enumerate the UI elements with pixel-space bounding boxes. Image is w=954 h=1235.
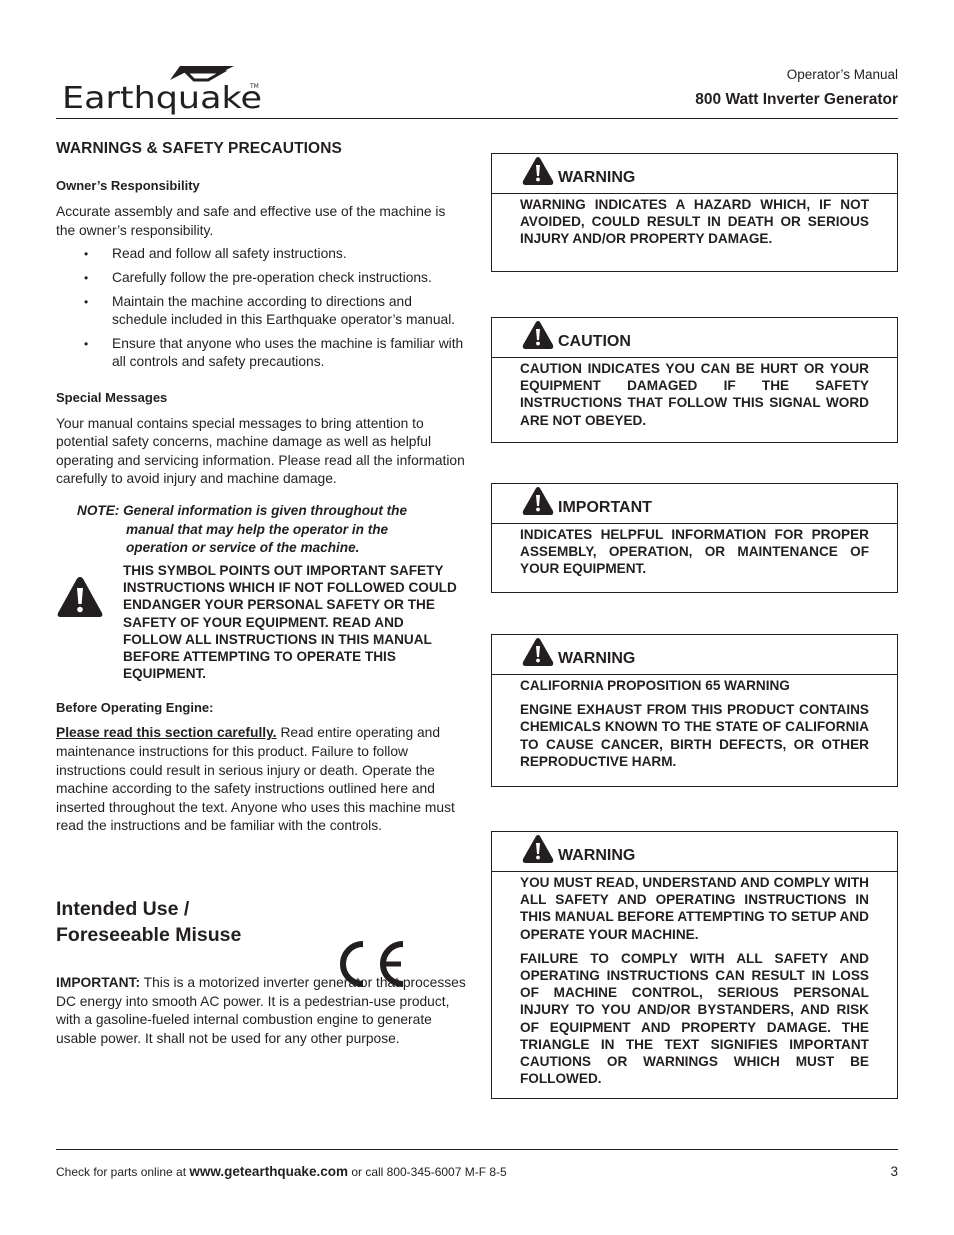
header-info <box>695 66 898 109</box>
intended-line: Foreseeable Misuse <box>56 923 242 946</box>
manual-label: Operator’s Manual <box>786 67 898 82</box>
box-body <box>492 872 897 1087</box>
box-text: WARNING INDICATES A HAZARD WHICH, IF NOT AVOIDED, COULD RESULT IN DEATH OR SERIOUS INJURY AND/OR PROPERTY DAMAGE. <box>520 197 869 247</box>
footer-prefix: Check for parts online at <box>56 1165 187 1179</box>
page-number: 3 <box>890 1164 898 1179</box>
important-body: This is a motorized inverter generator that processes DC energy into smooth AC power. It is a pedestrian-use product, with a gasoline-fueled internal combustion engine to generate usable power. It shall not be used for any other purpose. <box>56 974 466 1046</box>
box-header <box>492 318 897 358</box>
section-title: WARNINGS & SAFETY PRECAUTIONS <box>56 140 342 157</box>
special-title: Special Messages <box>56 389 168 405</box>
box-header <box>492 484 897 524</box>
special-text: Your manual contains special messages to bring attention to potential safety concerns, machine damage as well as helpful operating and servicing information. Please read all the information carefully to avoid injury and machine damage. <box>56 415 465 487</box>
before-body: Read entire operating and maintenance instructions for this product. Failure to follow instructions could result in serious injury or death. Operate the machine according to the safety instructions outlined here and inserted throughout the text. Anyone who uses this machine must read the instructions and be familiar with the controls. <box>56 725 455 834</box>
warning-triangle-icon <box>56 575 104 619</box>
important-label: IMPORTANT: <box>56 974 141 990</box>
warning-triangle-icon <box>522 637 554 667</box>
box-header <box>492 154 897 194</box>
note-line: NOTE: General information is given throughout the <box>77 502 408 518</box>
box-body <box>492 358 897 429</box>
warning-triangle-icon <box>522 834 554 864</box>
important-box <box>491 483 898 593</box>
box-text: INDICATES HELPFUL INFORMATION FOR PROPER ASSEMBLY, OPERATION, OR MAINTENANCE OF YOUR EQUIPMENT. <box>520 527 869 577</box>
before-lead: Please read this section carefully. <box>56 725 277 741</box>
box-header <box>492 832 897 872</box>
note-line: operation or service of the machine. <box>126 540 360 556</box>
owners-text: Accurate assembly and safe and effective use of the machine is the owner’s responsibility. <box>56 204 446 238</box>
signal-word: WARNING <box>558 169 636 186</box>
signal-word: WARNING <box>558 847 636 864</box>
box-text: CALIFORNIA PROPOSITION 65 WARNING <box>520 678 790 693</box>
signal-word: IMPORTANT <box>558 499 652 516</box>
ce-mark <box>332 938 407 990</box>
before-text <box>56 724 466 836</box>
note-line: manual that may help the operator in the <box>126 521 389 537</box>
box-body <box>492 675 897 770</box>
logo-trademark: TM <box>250 83 259 90</box>
warning-triangle-icon <box>522 486 554 516</box>
header-rule <box>56 118 898 119</box>
earthquake-logo <box>62 62 267 118</box>
product-name: 800 Watt Inverter Generator <box>695 91 898 108</box>
before-title: Before Operating Engine: <box>56 699 214 715</box>
footer-rule <box>56 1149 898 1150</box>
signal-word: CAUTION <box>558 333 631 350</box>
left-column <box>56 140 466 1048</box>
box-text: YOU MUST READ, UNDERSTAND AND COMPLY WITH ALL SAFETY AND OPERATING INSTRUCTIONS IN THIS MANUAL BEFORE ATTEMPTING TO SETUP AND OPERATE YOUR MACHINE. <box>520 875 869 942</box>
box-text: FAILURE TO COMPLY WITH ALL SAFETY AND OPERATING INSTRUCTIONS CAN RESULT IN LOSS OF MACHINE CONTROL, SERIOUS PERSONAL INJURY TO YOU AND/OR BYSTANDERS, AND RISK OF EQUIPMENT AND PROPERTY DAMAGE. THE TRIANGLE IN THE TEXT SIGNIFIES IMPORTANT CAUTIONS OR WARNINGS WHICH MUST BE FOLLOWED. <box>520 950 869 1087</box>
symbol-text: THIS SYMBOL POINTS OUT IMPORTANT SAFETY INSTRUCTIONS WHICH IF NOT FOLLOWED COULD ENDANGER YOUR PERSONAL SAFETY OR THE SAFETY OF YOUR EQUIPMENT. READ AND FOLLOW ALL INSTRUCTIONS IN THIS MANUAL BEFORE ATTEMPTING TO OPERATE THIS EQUIPMENT. <box>123 562 457 682</box>
footer <box>56 1164 507 1179</box>
box-header <box>492 635 897 675</box>
box-body <box>492 194 897 248</box>
caution-box <box>491 317 898 443</box>
footer-url-link[interactable]: www.getearthquake.com <box>189 1164 348 1179</box>
list-item: • Maintain the machine according to directions and schedule included in this Earthquake operator’s manual. <box>84 293 466 330</box>
footer-suffix: or call 800-345-6007 M-F 8-5 <box>351 1165 507 1179</box>
warning-box <box>491 153 898 272</box>
list-item: • Read and follow all safety instructions. <box>84 245 466 264</box>
owners-title: Owner’s Responsibility <box>56 177 200 193</box>
intended-line: Intended Use / <box>56 897 190 920</box>
responsibility-list <box>84 245 466 372</box>
list-item: • Ensure that anyone who uses the machine is familiar with all controls and safety precautions. <box>84 335 466 372</box>
signal-word: WARNING <box>558 650 636 667</box>
warning-triangle-icon <box>522 320 554 350</box>
box-text: ENGINE EXHAUST FROM THIS PRODUCT CONTAINS CHEMICALS KNOWN TO THE STATE OF CALIFORNIA TO CAUSE CANCER, BIRTH DEFECTS, OR OTHER REPRODUCTIVE HARM. <box>520 702 869 769</box>
logo-wordmark: Earthquake <box>62 81 262 116</box>
symbol-explanation <box>56 562 466 683</box>
list-item: • Carefully follow the pre-operation check instructions. <box>84 269 466 288</box>
box-body <box>492 524 897 578</box>
compliance-warning-box <box>491 831 898 1099</box>
prop65-warning-box <box>491 634 898 787</box>
warning-triangle-icon <box>522 156 554 186</box>
note <box>56 502 466 558</box>
box-text: CAUTION INDICATES YOU CAN BE HURT OR YOUR EQUIPMENT DAMAGED IF THE SAFETY INSTRUCTIONS THAT FOLLOW THIS SIGNAL WORD ARE NOT OBEYED. <box>520 361 869 428</box>
